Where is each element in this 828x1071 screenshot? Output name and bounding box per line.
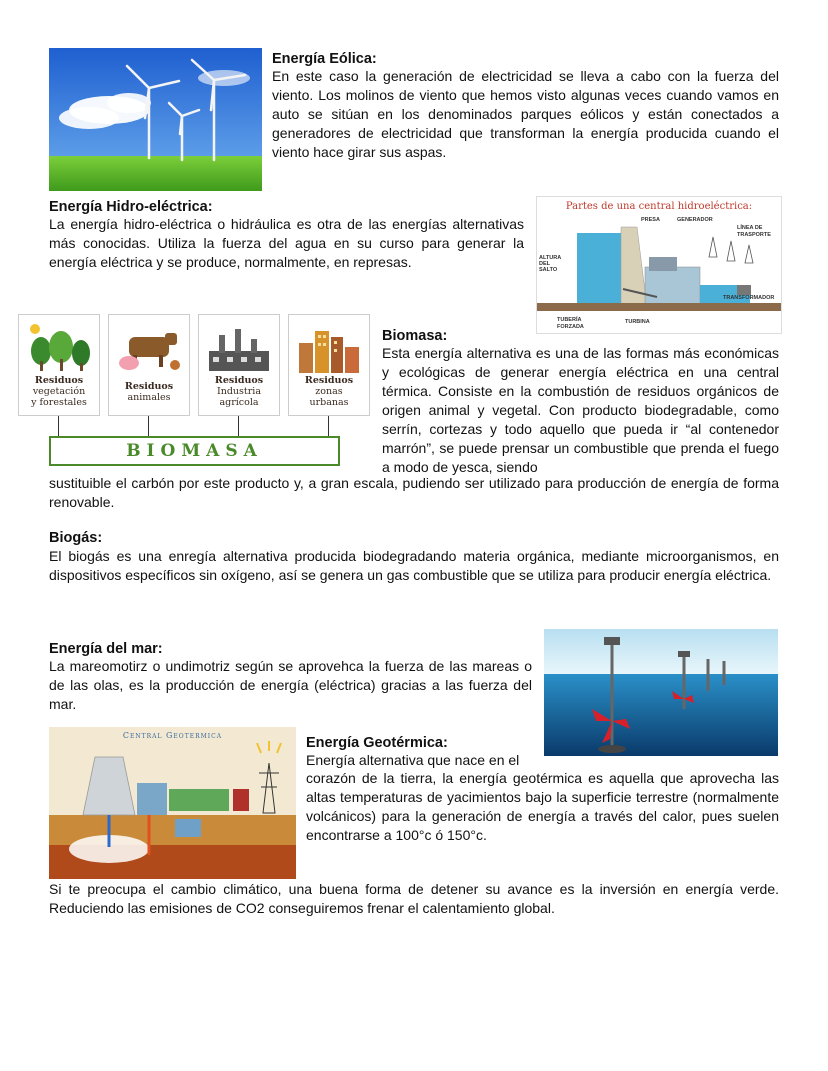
hidro-paragraph: La energía hidro-eléctrica o hidráulica es otra de las energías alternativas más conocidas. Utiliza la fuerza del agua en su curso para generar la energía eléctrica y se produce, normalmente, en represas. (49, 216, 524, 270)
label-linea-2: TRASPORTE (737, 232, 771, 238)
biomass-card-animals: Residuos animales (108, 314, 190, 416)
hydro-diagram-title: Partes de una central hidroeléctrica: (565, 201, 753, 212)
biogas-heading: Biogás: (49, 530, 103, 546)
biomass-card-industry: Residuos Industria agrícola (198, 314, 280, 416)
tidal-turbines-image (544, 629, 778, 756)
mar-heading: Energía del mar: (49, 641, 163, 657)
label-transformador: TRANSFORMADOR (723, 295, 775, 301)
geotermica-heading: Energía Geotérmica: (306, 735, 448, 751)
mar-paragraph: La mareomotirz o undimotriz según se aprovehca la fuerza de las mareas o de las olas, es la producción de energía (eléctrica) gracias a las fuerza del mar. (49, 658, 532, 712)
biomass-card-urban: Residuos zonas urbanas (288, 314, 370, 416)
label-turbina: TURBINA (625, 319, 650, 325)
conclusion-paragraph: Si te preocupa el cambio climático, una buena forma de detener su avance es la inversión en energía verde. Reduciendo las emisiones de CO2 conseguiremos frenar el calentamiento global. (49, 881, 779, 916)
wind-turbines-image (49, 48, 262, 191)
label-generador: GENERADOR (677, 217, 713, 223)
label-altura-3: SALTO (539, 267, 558, 273)
geothermal-diagram-title: Central Geotermica (122, 731, 223, 740)
hidro-heading: Energía Hidro-eléctrica: (49, 199, 213, 215)
label-tuberia-1: TUBERÍA (557, 317, 582, 323)
label-linea-1: LÍNEA DE (737, 225, 763, 231)
geotermica-paragraph-line1: Energía alternativa que nace en el (306, 752, 520, 768)
biomasa-heading: Biomasa: (382, 328, 448, 344)
biomasa-paragraph-side: Esta energía alternativa es una de las formas más económicas y ecológicas de generar energía eléctrica en una central térmica. Consiste en la combustión de residuos orgánicos de origen animal y vegetal. Con producto biodegradable, como serrín, cortezas y todo aquello que pueda ir “al contenedor marrón”, se puede prensar un combustible que prenda el fuego a modo de yesca, siendo (382, 345, 779, 475)
biomass-card-forest: Residuos vegetación y forestales (18, 314, 100, 416)
geothermal-diagram (49, 727, 296, 879)
eolica-paragraph: En este caso la generación de electricidad se lleva a cabo con la fuerza del viento. Los molinos de viento que hemos visto algunas veces cuando vamos en auto se sitúan en los denominados parques eólicos y están conectados a generadores de electricidad que transforman la energía producida cuando el viento hace girar sus aspas. (272, 68, 779, 160)
label-presa: PRESA (641, 217, 660, 223)
biomasa-label-box: BIOMASA (49, 436, 340, 466)
biogas-paragraph: El biogás es una enregía alternativa producida biodegradando materia orgánica, mediante microorganismos, en dispositivos específicos sin oxígeno, así se genera un gas combustible que se utiliza para producir energía eléctrica. (49, 548, 779, 583)
label-altura-1: ALTURA (539, 255, 562, 261)
eolica-heading: Energía Eólica: (272, 51, 377, 67)
label-tuberia-2: FORZADA (557, 324, 584, 330)
biomasa-paragraph-full: sustituible el carbón por este producto y, a gran escala, pudiendo ser utilizado para producción de energía de forma renovable. (49, 475, 779, 510)
geotermica-paragraph: corazón de la tierra, la energía geotérmica es aquella que aprovecha las altas temperaturas de yacimientos bajo la superficie terrestre (normalmente volcánicos) para la generación de energía a través del calor, pues suelen encontrarse a 100°c ó 150°c. (306, 770, 779, 843)
label-altura-2: DEL (539, 261, 550, 267)
hydroelectric-diagram (536, 196, 782, 334)
